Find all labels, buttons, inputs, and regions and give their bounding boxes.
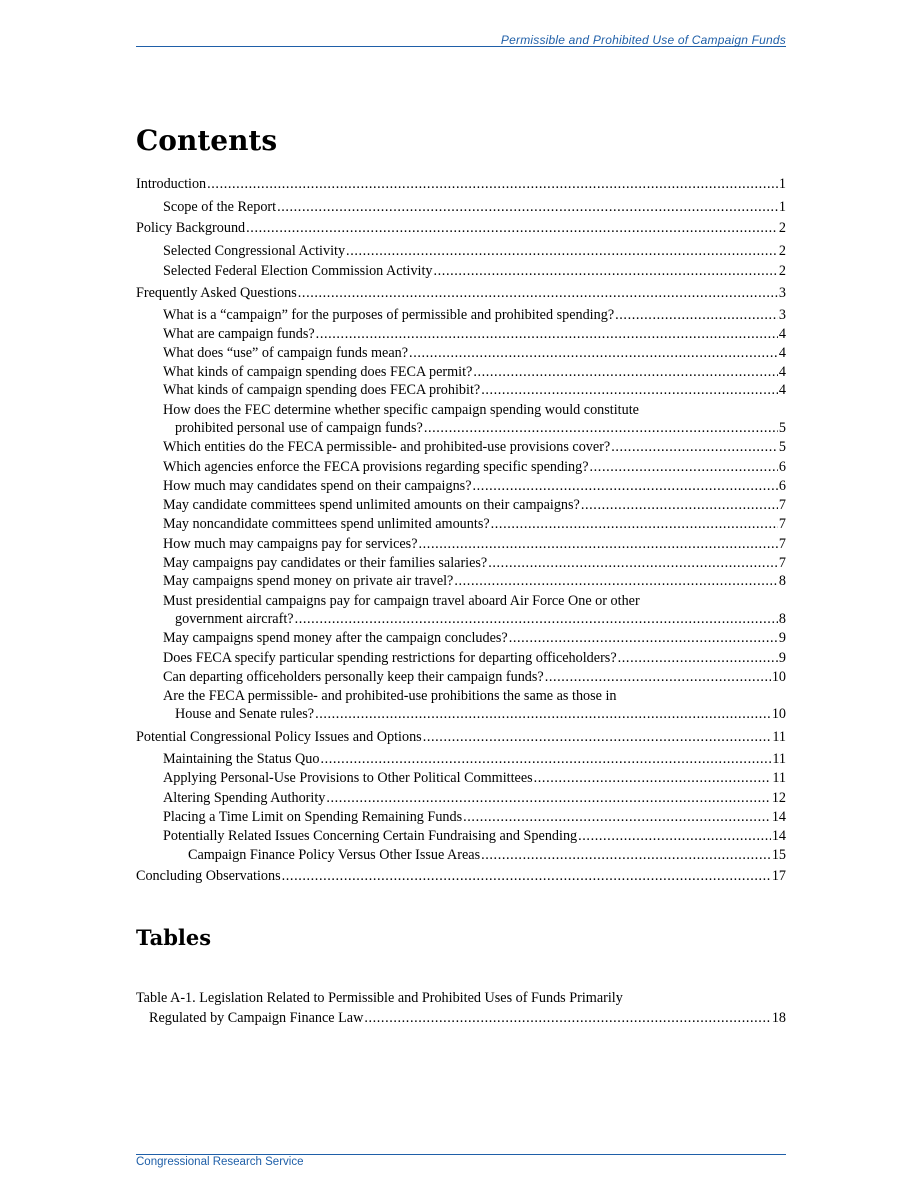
toc-entry[interactable]: prohibited personal use of campaign funds? ..... 5 bbox=[175, 418, 786, 438]
toc-entry[interactable]: Applying Personal-Use Provisions to Other Political Committees ..... 11 bbox=[163, 768, 786, 788]
toc-entry[interactable]: Introduction ..... 1 bbox=[136, 174, 786, 194]
toc-entry[interactable]: What is a “campaign” for the purposes of permissible and prohibited spending? ..... 3 bbox=[163, 305, 786, 325]
toc-entry[interactable]: Potential Congressional Policy Issues and Options ..... 11 bbox=[136, 727, 786, 747]
header-rule bbox=[136, 46, 786, 47]
toc-entry[interactable]: Which agencies enforce the FECA provisions regarding specific spending? ..... 6 bbox=[163, 457, 786, 477]
toc-entry[interactable]: May candidate committees spend unlimited amounts on their campaigns? ..... 7 bbox=[163, 495, 786, 515]
toc-entry[interactable]: What are campaign funds? ..... 4 bbox=[163, 324, 786, 344]
toc-entry[interactable]: Which entities do the FECA permissible- and prohibited-use provisions cover? ..... 5 bbox=[163, 437, 786, 457]
toc-entry[interactable]: government aircraft? ..... 8 bbox=[175, 609, 786, 629]
toc-entry-line[interactable]: Must presidential campaigns pay for campaign travel aboard Air Force One or other bbox=[163, 593, 640, 609]
toc-entry[interactable]: How much may campaigns pay for services? ..... 7 bbox=[163, 534, 786, 554]
footer-publisher: Congressional Research Service bbox=[136, 1156, 304, 1168]
toc-entry[interactable]: Campaign Finance Policy Versus Other Issue Areas ..... 15 bbox=[188, 845, 786, 865]
toc-entry[interactable]: House and Senate rules? ..... 10 bbox=[175, 704, 786, 724]
toc-entry[interactable]: Selected Federal Election Commission Activity ..... 2 bbox=[163, 261, 786, 281]
running-header: Permissible and Prohibited Use of Campaign Funds bbox=[500, 33, 786, 47]
toc-entry[interactable]: Can departing officeholders personally keep their campaign funds? ..... 10 bbox=[163, 667, 786, 687]
tables-entry[interactable]: Regulated by Campaign Finance Law ..... 18 bbox=[149, 1008, 786, 1028]
toc-entry[interactable]: May campaigns spend money after the campaign concludes? ..... 9 bbox=[163, 628, 786, 648]
toc-entry[interactable]: Placing a Time Limit on Spending Remaining Funds ..... 14 bbox=[163, 807, 786, 827]
tables-entry-line[interactable]: Table A-1. Legislation Related to Permissible and Prohibited Uses of Funds Primarily bbox=[136, 990, 623, 1006]
footer-rule bbox=[136, 1154, 786, 1155]
toc-entry[interactable]: Concluding Observations ..... 17 bbox=[136, 866, 786, 886]
toc-entry[interactable]: Potentially Related Issues Concerning Certain Fundraising and Spending ..... 14 bbox=[163, 826, 786, 846]
toc-entry[interactable]: Does FECA specify particular spending restrictions for departing officeholders? ..... 9 bbox=[163, 648, 786, 668]
toc-entry[interactable]: Selected Congressional Activity ..... 2 bbox=[163, 241, 786, 261]
toc-entry[interactable]: May campaigns spend money on private air travel? ..... 8 bbox=[163, 571, 786, 591]
toc-entry-line[interactable]: How does the FEC determine whether specific campaign spending would constitute bbox=[163, 402, 639, 418]
toc-entry[interactable]: Maintaining the Status Quo ..... 11 bbox=[163, 749, 786, 769]
toc-entry[interactable]: What kinds of campaign spending does FECA prohibit? ..... 4 bbox=[163, 380, 786, 400]
toc-entry[interactable]: What kinds of campaign spending does FECA permit? ..... 4 bbox=[163, 362, 786, 382]
toc-entry[interactable]: Altering Spending Authority ..... 12 bbox=[163, 788, 786, 808]
contents-heading: Contents bbox=[136, 124, 278, 157]
toc-entry[interactable]: May campaigns pay candidates or their families salaries? ..... 7 bbox=[163, 553, 786, 573]
toc-entry[interactable]: Scope of the Report ..... 1 bbox=[163, 197, 786, 217]
toc-entry[interactable]: Frequently Asked Questions ..... 3 bbox=[136, 283, 786, 303]
toc-entry-line[interactable]: Are the FECA permissible- and prohibited-use prohibitions the same as those in bbox=[163, 688, 617, 704]
toc-entry[interactable]: Policy Background ..... 2 bbox=[136, 218, 786, 238]
toc-entry[interactable]: How much may candidates spend on their campaigns? ..... 6 bbox=[163, 476, 786, 496]
tables-heading: Tables bbox=[136, 925, 212, 950]
toc-entry[interactable]: May noncandidate committees spend unlimited amounts? ..... 7 bbox=[163, 514, 786, 534]
toc-entry[interactable]: What does “use” of campaign funds mean? ..... 4 bbox=[163, 343, 786, 363]
